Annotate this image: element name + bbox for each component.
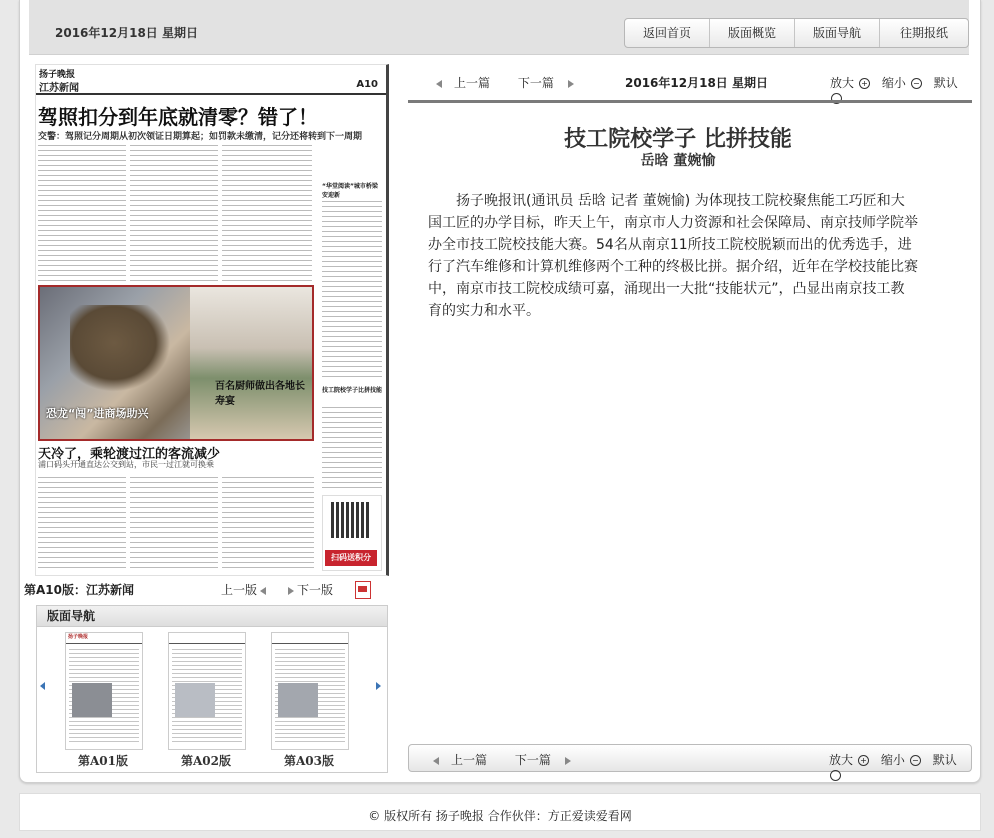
article-text-block[interactable] [322,405,382,489]
zoom-default-label: 默认 [932,753,957,767]
prev-article-label: 上一篇 [451,753,488,767]
prev-article-link-bottom[interactable] [433,753,499,767]
thumbnail-masthead [169,633,245,644]
article-text-block[interactable] [322,199,382,379]
home-button[interactable]: 返回首页 [625,19,710,47]
ad-tag: 扫码送积分 [325,550,377,566]
page-overview-button[interactable]: 版面概览 [710,19,795,47]
article-text-block[interactable] [130,143,218,283]
minus-icon: − [910,755,921,766]
photo-caption: 百名厨师做出各地长寿宴 [215,381,305,407]
plus-icon: + [859,78,870,89]
footer: © 版权所有 扬子晚报 合作伙伴：方正爱读爱看网 [19,793,981,831]
article-title: 技工院校学子 比拼技能 [564,126,792,152]
next-page-label: 下一版 [297,583,334,597]
next-article-label: 下一篇 [517,76,554,90]
newspaper-photo[interactable] [38,285,314,441]
newspaper-masthead [36,65,386,95]
newspaper-headline-secondary[interactable]: 天冷了，乘轮渡过江的客流减少 [38,447,221,462]
next-page-link[interactable] [286,581,333,598]
thumbnail-image [72,683,112,717]
prev-page-link[interactable] [221,581,268,598]
zoom-controls-bottom [829,751,971,782]
article-text-block[interactable] [38,475,126,571]
column-title[interactable]: “华堂阅读”城市桥梁安迎新 [322,183,378,199]
page-label-a01[interactable]: 第A01版 [77,754,128,768]
next-article-label: 下一篇 [514,753,551,767]
header-date: 2016年12月18日 星期日 [55,26,198,40]
article-text-block[interactable] [222,475,314,571]
newspaper-section: 江苏新闻 [39,83,79,94]
next-article-link[interactable] [518,76,586,90]
thumbnail-masthead: 扬子晚报 [66,633,142,644]
top-bar [29,0,969,55]
qr-ad[interactable] [322,495,382,571]
zoom-out-button[interactable] [882,76,926,90]
article-toolbar [408,72,972,94]
zoom-in-label: 放大 [830,76,855,90]
photo-caption: 恐龙“闯”进商场助兴 [46,407,149,420]
page-label-a03[interactable]: 第A03版 [283,754,334,768]
zoom-out-label: 缩小 [880,753,905,767]
newspaper-page-number: A10 [356,79,378,90]
prev-article-link[interactable] [436,76,502,90]
page-nav-panel [36,605,388,773]
newspaper-page-image[interactable] [35,64,389,576]
zoom-in-label: 放大 [829,753,854,767]
article-nav [436,74,598,91]
article-date: 2016年12月18日 星期日 [625,76,768,90]
page-thumbnail-a03[interactable] [271,632,349,750]
article-body: 扬子晚报讯(通讯员 岳晗 记者 董婉愉) 为体现技工院校聚焦能工巧匠和大国工匠的办学目标，昨天上午，南京市人力资源和社会保障局、南京技师学院举办全市技工院校技能大赛。54名从南京11所技工院校脱颖而出的优秀选手，进行了汽车维修和计算机维修两个工种的终极比拼。据介绍，近年在学校技能比赛中，南京市技工院校成绩可嘉，涌现出一大批“技能状元”，凸显出南京技工教育的实力和水平。 [428,193,918,319]
page-navigation-button[interactable]: 版面导航 [795,19,880,47]
newspaper-logo: 扬子晚报 [39,70,76,80]
article-author: 岳晗 董婉愉 [640,153,716,169]
zoom-out-label: 缩小 [881,76,906,90]
article-nav-bottom [433,751,595,768]
qr-code-icon [331,502,371,538]
arrow-right-icon [565,757,571,765]
arrow-left-icon [436,80,442,88]
archive-button[interactable]: 往期报纸 [899,26,948,40]
arrow-left-icon [433,757,439,765]
article-divider [408,100,972,103]
thumbnail-image [278,683,318,717]
thumbnail-image [175,683,215,717]
minus-icon: − [911,78,922,89]
nav-scroll-left-icon[interactable] [40,682,45,690]
page-nav-title: 版面导航 [37,606,387,627]
article-text-block[interactable] [130,475,218,571]
pdf-download-icon[interactable] [355,581,371,599]
next-article-link-bottom[interactable] [515,753,583,767]
article-text-block[interactable] [222,143,312,283]
zoom-default-label: 默认 [933,76,958,90]
article-text-block[interactable] [38,143,126,283]
zoom-in-button[interactable] [830,76,874,90]
circle-icon [830,770,841,781]
arrow-right-icon [288,587,294,595]
arrow-left-icon [260,587,266,595]
nav-scroll-right-icon[interactable] [376,682,381,690]
zoom-out-button-bottom[interactable] [881,753,925,767]
plus-icon: + [858,755,869,766]
dinosaur-photo [70,305,180,400]
prev-article-label: 上一篇 [454,76,491,90]
newspaper-headline[interactable]: 驾照扣分到年底就清零？错了！ [38,105,318,129]
top-nav [624,18,969,48]
article-bottom-toolbar [408,744,972,772]
current-page-label: 第A10版：江苏新闻 [24,583,134,597]
newspaper-subhead-secondary: 浦口码头开通直达公交到站，市民一过江就可换乘 [38,460,214,469]
zoom-in-button-bottom[interactable] [829,753,873,767]
arrow-right-icon [568,80,574,88]
page-info-bar [24,581,374,599]
column-title[interactable]: 技工院校学子比拼技能 [322,387,383,394]
thumbnail-masthead [272,633,348,644]
newspaper-subhead: 交警：驾照记分周期从初次领证日期算起；如罚款未缴清，记分还将转到下一周期 [38,132,363,142]
page-label-a02[interactable]: 第A02版 [180,754,231,768]
page-thumbnail-a02[interactable] [168,632,246,750]
page-thumbnail-a01[interactable] [65,632,143,750]
chef-photo [190,287,312,439]
prev-page-label: 上一版 [221,583,258,597]
